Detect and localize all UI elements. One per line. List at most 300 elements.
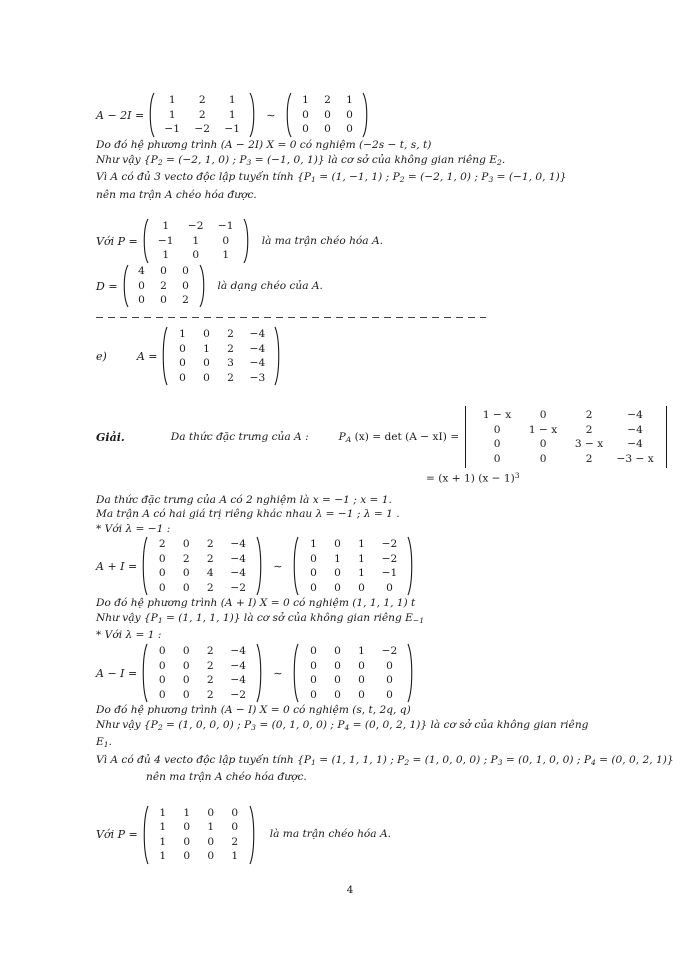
matrix-cell: 0 bbox=[182, 279, 189, 292]
matrix-cell: 0 bbox=[160, 294, 167, 307]
matrix-row bbox=[294, 108, 360, 123]
matrix-cell: −1 bbox=[157, 234, 174, 247]
solution-line-d1: Do đó hệ phương trình (A − 2I) X = 0 có nghiệm (−2s − t, s, t) bbox=[96, 139, 432, 151]
matrix-cell: 1 bbox=[346, 94, 353, 107]
matrix-cell: 0 bbox=[358, 674, 365, 687]
equation-a-matrix-e bbox=[96, 326, 692, 386]
matrix-row bbox=[151, 248, 241, 263]
page-number: 4 bbox=[346, 884, 354, 896]
matrix-row bbox=[301, 673, 405, 688]
right-paren bbox=[362, 92, 371, 138]
matrix-cell: −2 bbox=[187, 220, 204, 233]
matrix-cell: 1 bbox=[302, 94, 309, 107]
matrix-cell: 0 bbox=[158, 688, 166, 701]
text-fragment: = (−2, 1, 0) ; P bbox=[404, 171, 489, 184]
matrix-row bbox=[151, 849, 247, 864]
matrix-a-minus-2i-rref bbox=[283, 92, 371, 138]
item-label-e: e) bbox=[96, 349, 107, 363]
matrix-cell: 0 bbox=[158, 552, 166, 565]
matrix-cell: 0 bbox=[138, 279, 145, 292]
matrix-cell: 1 bbox=[159, 821, 167, 834]
matrix-cell: 3 − x bbox=[574, 438, 604, 451]
matrix-cell: −2 bbox=[230, 581, 247, 594]
matrix-row bbox=[301, 552, 405, 567]
charpoly-expression bbox=[339, 431, 459, 444]
text-fragment: = (0, 0, 2, 1)} bbox=[595, 753, 674, 766]
matrix-cell: −2 bbox=[381, 645, 398, 658]
matrix-cell: 0 bbox=[334, 645, 341, 658]
matrix-cell: 0 bbox=[179, 357, 186, 370]
matrix-cell: 1 bbox=[228, 108, 236, 121]
matrix-cell: 0 bbox=[182, 688, 190, 701]
subscript: 3 bbox=[488, 174, 494, 184]
matrix-cell: 0 bbox=[302, 108, 309, 121]
matrix-cell: −2 bbox=[230, 688, 247, 701]
matrix-cell: 0 bbox=[203, 371, 210, 384]
matrix-row bbox=[301, 537, 405, 552]
matrix-cell: 0 bbox=[346, 123, 353, 136]
matrix-cell: 0 bbox=[179, 371, 186, 384]
matrix-cell: 0 bbox=[192, 249, 200, 262]
matrix-cell: 0 bbox=[386, 659, 393, 672]
matrix-cell: 1 bbox=[168, 108, 176, 121]
matrix-cell: 0 bbox=[182, 674, 190, 687]
matrix-row bbox=[150, 581, 254, 596]
left-paren bbox=[290, 536, 299, 596]
matrix-row bbox=[157, 108, 247, 123]
matrix-cell: −3 bbox=[249, 371, 266, 384]
matrix-a-plus-i bbox=[139, 536, 265, 596]
matrix-cell: 1 bbox=[179, 328, 186, 341]
case-lambda-1-header: * Với λ = 1 : bbox=[96, 629, 162, 642]
subscript: 2 bbox=[157, 722, 163, 732]
matrix-row bbox=[301, 581, 405, 596]
matrix-cell: −4 bbox=[249, 357, 266, 370]
matrix-cell: 1 bbox=[222, 249, 230, 262]
matrix-cell: −4 bbox=[627, 438, 643, 451]
matrix-cell: 3 bbox=[227, 357, 234, 370]
matrix-cell: 0 bbox=[302, 123, 309, 136]
matrix-row bbox=[150, 566, 254, 581]
subscript: 1 bbox=[310, 757, 316, 767]
subscript: 2 bbox=[404, 757, 410, 767]
matrix-cell: −4 bbox=[627, 409, 643, 422]
case2-basis-line bbox=[96, 718, 692, 735]
matrix-cell: 2 bbox=[227, 342, 234, 355]
matrix-cell: 1 bbox=[358, 538, 365, 551]
determinant-bar-right bbox=[666, 406, 667, 468]
roots-line: Da thức đặc trưng của A có 2 nghiệm là x = −1 ; x = 1. bbox=[96, 493, 392, 506]
matrix-cell: −1 bbox=[224, 123, 241, 136]
matrix-row bbox=[294, 93, 360, 108]
factored-polynomial bbox=[96, 471, 692, 484]
text-fragment: = (1, 0, 0, 0) ; P bbox=[409, 753, 498, 766]
matrix-cell: 0 bbox=[158, 567, 166, 580]
similarity-symbol: ∼ bbox=[273, 666, 283, 680]
matrix-cell: 1 bbox=[358, 552, 365, 565]
matrix-cell: 0 bbox=[310, 659, 317, 672]
right-paren bbox=[407, 536, 416, 596]
matrix-cell: −1 bbox=[381, 567, 398, 580]
matrix-cell: 0 bbox=[160, 265, 167, 278]
matrix-rows bbox=[129, 264, 199, 308]
matrix-cell: 0 bbox=[334, 567, 341, 580]
d-matrix-label: D = bbox=[96, 279, 118, 293]
matrix-a-e bbox=[159, 326, 283, 386]
matrix-cell: 0 bbox=[158, 659, 166, 672]
matrix-cell: 0 bbox=[334, 581, 341, 594]
conclusion-line-d4: nên ma trận A chéo hóa được. bbox=[96, 188, 257, 201]
text-fragment: = (0, 1, 0, 0) ; P bbox=[502, 753, 591, 766]
matrix-cell: 0 bbox=[386, 688, 393, 701]
matrix-cell: 1 bbox=[228, 94, 236, 107]
matrix-cell: 0 bbox=[539, 438, 547, 451]
text-fragment: = (−1, 0, 1)} bbox=[493, 171, 567, 184]
matrix-cell: 2 bbox=[585, 452, 593, 465]
matrix-cell: 2 bbox=[227, 328, 234, 341]
matrix-cell: 0 bbox=[158, 645, 166, 658]
matrix-row bbox=[474, 437, 658, 452]
d-matrix-caption: là dạng chéo của A. bbox=[217, 279, 323, 292]
matrix-cell: 0 bbox=[493, 452, 501, 465]
matrix-row bbox=[150, 537, 254, 552]
giai-label: Giải. bbox=[96, 430, 125, 444]
p-matrix-label-d: Với P = bbox=[96, 234, 138, 248]
matrix-row bbox=[294, 122, 360, 137]
matrix-cell: 0 bbox=[358, 688, 365, 701]
matrix-row bbox=[301, 688, 405, 703]
text-fragment: = (1, 0, 0, 0) ; P bbox=[162, 718, 252, 731]
similarity-symbol: ∼ bbox=[266, 108, 276, 122]
matrix-cell: −4 bbox=[230, 674, 247, 687]
matrix-cell: 1 bbox=[358, 645, 365, 658]
matrix-row bbox=[151, 820, 247, 835]
matrix-rows bbox=[299, 536, 407, 596]
matrix-cell: −4 bbox=[230, 659, 247, 672]
text-fragment: . bbox=[108, 736, 112, 749]
matrix-row bbox=[150, 673, 254, 688]
matrix-row bbox=[170, 356, 272, 371]
matrix-cell: 2 bbox=[206, 645, 214, 658]
right-paren bbox=[256, 536, 265, 596]
matrix-row bbox=[474, 452, 658, 467]
matrix-rows bbox=[292, 92, 362, 138]
matrix-cell: 0 bbox=[334, 674, 341, 687]
matrix-cell: 0 bbox=[386, 581, 393, 594]
matrix-cell: 4 bbox=[138, 265, 145, 278]
matrix-row bbox=[170, 371, 272, 386]
equation-p-matrix-d bbox=[96, 218, 692, 264]
matrix-cell: −2 bbox=[381, 552, 398, 565]
matrix-cell: 0 bbox=[231, 806, 239, 819]
matrix-p-e bbox=[140, 805, 258, 865]
left-paren bbox=[159, 326, 168, 386]
matrix-rows bbox=[148, 643, 256, 703]
matrix-cell: 4 bbox=[206, 567, 214, 580]
matrix-cell: −1 bbox=[217, 220, 234, 233]
matrix-cell: 2 bbox=[227, 371, 234, 384]
subscript: 4 bbox=[344, 722, 350, 732]
matrix-cell: 2 bbox=[198, 94, 206, 107]
matrix-cell: 2 bbox=[206, 674, 214, 687]
superscript: 3 bbox=[514, 471, 520, 481]
matrix-cell: 2 bbox=[158, 538, 166, 551]
a-plus-i-label: A + I = bbox=[96, 559, 138, 573]
matrix-cell: 1 bbox=[231, 850, 239, 863]
matrix-cell: 0 bbox=[310, 645, 317, 658]
matrix-cell: 0 bbox=[539, 409, 547, 422]
matrix-row bbox=[150, 552, 254, 567]
matrix-cell: 1 − x bbox=[482, 409, 512, 422]
matrix-cell: 2 bbox=[182, 552, 190, 565]
subscript: 3 bbox=[251, 722, 256, 732]
subscript: 1 bbox=[157, 615, 163, 625]
matrix-cell: 0 bbox=[231, 821, 239, 834]
a-matrix-label-e: A = bbox=[136, 349, 158, 363]
text-fragment: = (−2, 1, 0) ; P bbox=[162, 153, 247, 166]
matrix-cell: 0 bbox=[158, 581, 166, 594]
subscript: 3 bbox=[497, 757, 503, 767]
matrix-cell: 0 bbox=[207, 835, 215, 848]
matrix-cell: 2 bbox=[198, 108, 206, 121]
matrix-row bbox=[150, 644, 254, 659]
matrix-row bbox=[301, 659, 405, 674]
matrix-cell: −4 bbox=[627, 423, 643, 436]
right-paren bbox=[256, 643, 265, 703]
matrix-rows bbox=[155, 92, 249, 138]
text-fragment: Vì A có đủ 3 vecto độc lập tuyến tính {P bbox=[96, 171, 311, 184]
matrix-cell: 0 bbox=[493, 438, 501, 451]
determinant-rows bbox=[472, 406, 660, 468]
matrix-cell: 2 bbox=[231, 835, 239, 848]
matrix-cell: 0 bbox=[179, 342, 186, 355]
matrix-p-d bbox=[140, 218, 252, 264]
matrix-cell: −4 bbox=[230, 552, 247, 565]
independence-line-d3 bbox=[96, 170, 692, 187]
matrix-cell: 1 − x bbox=[528, 423, 558, 436]
left-paren bbox=[140, 218, 149, 264]
right-paren bbox=[249, 92, 258, 138]
matrix-cell: 2 bbox=[182, 294, 189, 307]
matrix-cell: 0 bbox=[334, 659, 341, 672]
matrix-row bbox=[150, 688, 254, 703]
matrix-cell: 0 bbox=[138, 294, 145, 307]
matrix-cell: 2 bbox=[206, 538, 214, 551]
matrix-cell: 0 bbox=[310, 674, 317, 687]
matrix-cell: 0 bbox=[310, 688, 317, 701]
matrix-row bbox=[170, 327, 272, 342]
left-paren bbox=[139, 643, 148, 703]
matrix-row bbox=[151, 835, 247, 850]
matrix-cell: 0 bbox=[310, 552, 317, 565]
text-fragment: = (0, 0, 2, 1)} là cơ sở của không gian riêng bbox=[349, 718, 589, 731]
matrix-cell: 1 bbox=[162, 249, 170, 262]
matrix-rows bbox=[168, 326, 274, 386]
matrix-row bbox=[170, 342, 272, 357]
text-fragment: = (0, 1, 0, 0) ; P bbox=[255, 718, 345, 731]
matrix-cell: 2 bbox=[324, 94, 331, 107]
matrix-cell: 0 bbox=[182, 659, 190, 672]
case-lambda-neg1-header: * Với λ = −1 : bbox=[96, 522, 171, 535]
matrix-cell: 1 bbox=[162, 220, 170, 233]
conclusion-line-e: nên ma trận A chéo hóa được. bbox=[146, 771, 307, 784]
matrix-cell: 0 bbox=[207, 850, 215, 863]
characteristic-polynomial-row bbox=[96, 406, 692, 468]
text-fragment: = (1, 1, 1, 1)} là cơ sở của không gian riêng E bbox=[162, 611, 413, 624]
matrix-row bbox=[474, 423, 658, 438]
matrix-cell: 1 bbox=[159, 850, 167, 863]
matrix-cell: 0 bbox=[334, 688, 341, 701]
matrix-cell: 1 bbox=[334, 552, 341, 565]
matrix-cell: 0 bbox=[310, 567, 317, 580]
right-paren bbox=[407, 643, 416, 703]
matrix-cell: 0 bbox=[358, 581, 365, 594]
basis-line-d2 bbox=[96, 153, 692, 170]
matrix-row bbox=[150, 659, 254, 674]
matrix-cell: 1 bbox=[192, 234, 200, 247]
matrix-cell: 2 bbox=[585, 423, 593, 436]
matrix-cell: 2 bbox=[160, 279, 167, 292]
matrix-cell: 1 bbox=[310, 538, 317, 551]
matrix-cell: −2 bbox=[194, 123, 211, 136]
p-matrix-caption-e: là ma trận chéo hóa A. bbox=[269, 828, 392, 841]
subscript: 2 bbox=[399, 174, 405, 184]
matrix-cell: 1 bbox=[203, 342, 210, 355]
matrix-cell: 2 bbox=[206, 688, 214, 701]
matrix-cell: −4 bbox=[249, 328, 266, 341]
case1-solution-line: Do đó hệ phương trình (A + I) X = 0 có nghiệm (1, 1, 1, 1) t bbox=[96, 597, 416, 610]
matrix-row bbox=[151, 806, 247, 821]
matrix-cell: 0 bbox=[386, 674, 393, 687]
equation-d-matrix bbox=[96, 264, 692, 308]
matrix-cell: 1 bbox=[159, 806, 167, 819]
left-paren bbox=[283, 92, 292, 138]
determinant-bar-left bbox=[465, 406, 466, 468]
matrix-row bbox=[474, 408, 658, 423]
equation-a-plus-i bbox=[96, 536, 692, 596]
matrix-cell: −4 bbox=[230, 538, 247, 551]
subscript: 2 bbox=[497, 157, 502, 167]
matrix-row bbox=[301, 644, 405, 659]
text-fragment: Như vậy {P bbox=[96, 718, 158, 731]
matrix-cell: 2 bbox=[206, 581, 214, 594]
matrix-cell: −1 bbox=[164, 123, 181, 136]
text-fragment: Như vậy {P bbox=[96, 611, 158, 624]
p-matrix-caption-d: là ma trận chéo hóa A. bbox=[261, 234, 384, 247]
text-fragment: = (1, 1, 1, 1) ; P bbox=[315, 753, 405, 766]
matrix-cell: 1 bbox=[207, 821, 215, 834]
matrix-cell: 0 bbox=[203, 328, 210, 341]
text-fragment: = (1, −1, 1) ; P bbox=[315, 171, 400, 184]
case1-basis-line bbox=[96, 611, 692, 628]
matrix-cell: 0 bbox=[222, 234, 230, 247]
left-paren bbox=[146, 92, 155, 138]
charpoly-intro: Da thức đặc trưng của A : bbox=[170, 430, 309, 443]
text-fragment: (x) = det (A − xI) = bbox=[351, 430, 460, 443]
matrix-cell: 0 bbox=[183, 835, 191, 848]
right-paren bbox=[199, 264, 208, 308]
matrix-cell: 2 bbox=[585, 409, 593, 422]
matrix-row bbox=[131, 293, 197, 308]
equation-p-matrix-e bbox=[96, 805, 692, 865]
eigenvalues-line: Ma trận A có hai giá trị riêng khác nhau λ = −1 ; λ = 1 . bbox=[96, 508, 400, 521]
left-paren bbox=[139, 536, 148, 596]
matrix-cell: 0 bbox=[182, 645, 190, 658]
matrix-cell: 0 bbox=[539, 452, 547, 465]
text-fragment: = (x + 1) (x − 1) bbox=[426, 472, 515, 485]
equation-a-minus-i bbox=[96, 643, 692, 703]
text-fragment: E bbox=[96, 736, 104, 749]
equation-label-a-minus-2i: A − 2I = bbox=[96, 108, 145, 122]
matrix-cell: 2 bbox=[206, 659, 214, 672]
independence-line-e bbox=[96, 753, 692, 770]
matrix-row bbox=[301, 566, 405, 581]
matrix-row bbox=[151, 234, 241, 249]
matrix-cell: 0 bbox=[182, 581, 190, 594]
matrix-cell: 1 bbox=[159, 835, 167, 848]
matrix-rows bbox=[149, 218, 243, 264]
matrix-cell: −4 bbox=[230, 645, 247, 658]
matrix-rows bbox=[149, 805, 249, 865]
equation-a-minus-2i bbox=[96, 92, 692, 138]
matrix-cell: 0 bbox=[158, 674, 166, 687]
matrix-a-plus-i-rref bbox=[290, 536, 416, 596]
matrix-cell: 0 bbox=[183, 850, 191, 863]
matrix-cell: 0 bbox=[346, 108, 353, 121]
matrix-cell: 0 bbox=[182, 567, 190, 580]
matrix-row bbox=[151, 219, 241, 234]
matrix-cell: 0 bbox=[310, 581, 317, 594]
right-paren bbox=[243, 218, 252, 264]
a-minus-i-label: A − I = bbox=[96, 666, 138, 680]
matrix-cell: −4 bbox=[230, 567, 247, 580]
text-fragment: Vì A có đủ 4 vecto độc lập tuyến tính {P bbox=[96, 753, 311, 766]
subscript: −1 bbox=[412, 615, 425, 625]
left-paren bbox=[290, 643, 299, 703]
matrix-row bbox=[157, 122, 247, 137]
matrix-rows bbox=[299, 643, 407, 703]
left-paren bbox=[140, 805, 149, 865]
text-fragment: P bbox=[338, 430, 346, 443]
matrix-cell: 0 bbox=[334, 538, 341, 551]
matrix-cell: 0 bbox=[493, 423, 501, 436]
subscript: A bbox=[345, 434, 352, 444]
matrix-cell: 0 bbox=[207, 806, 215, 819]
matrix-cell: 2 bbox=[206, 552, 214, 565]
matrix-cell: 1 bbox=[168, 94, 176, 107]
page-content bbox=[96, 92, 692, 865]
matrix-cell: 0 bbox=[324, 108, 331, 121]
matrix-a-minus-2i bbox=[146, 92, 258, 138]
subscript: 3 bbox=[246, 157, 252, 167]
text-fragment: Như vậy {P bbox=[96, 153, 158, 166]
matrix-cell: −3 − x bbox=[616, 452, 654, 465]
matrix-cell: 0 bbox=[183, 821, 191, 834]
matrix-a-minus-i bbox=[139, 643, 265, 703]
matrix-cell: 0 bbox=[182, 538, 190, 551]
similarity-symbol: ∼ bbox=[273, 559, 283, 573]
matrix-cell: −2 bbox=[381, 538, 398, 551]
matrix-row bbox=[157, 93, 247, 108]
subscript: 1 bbox=[310, 174, 316, 184]
matrix-cell: 1 bbox=[358, 567, 365, 580]
case2-solution-line: Do đó hệ phương trình (A − I) X = 0 có nghiệm (s, t, 2q, q) bbox=[96, 704, 411, 717]
matrix-a-minus-i-rref bbox=[290, 643, 416, 703]
matrix-cell: 1 bbox=[183, 806, 191, 819]
text-fragment: . bbox=[501, 153, 506, 166]
determinant-a-minus-xi bbox=[459, 406, 673, 468]
text-fragment: = (−1, 0, 1)} là cơ sở của không gian riêng E bbox=[251, 153, 498, 166]
